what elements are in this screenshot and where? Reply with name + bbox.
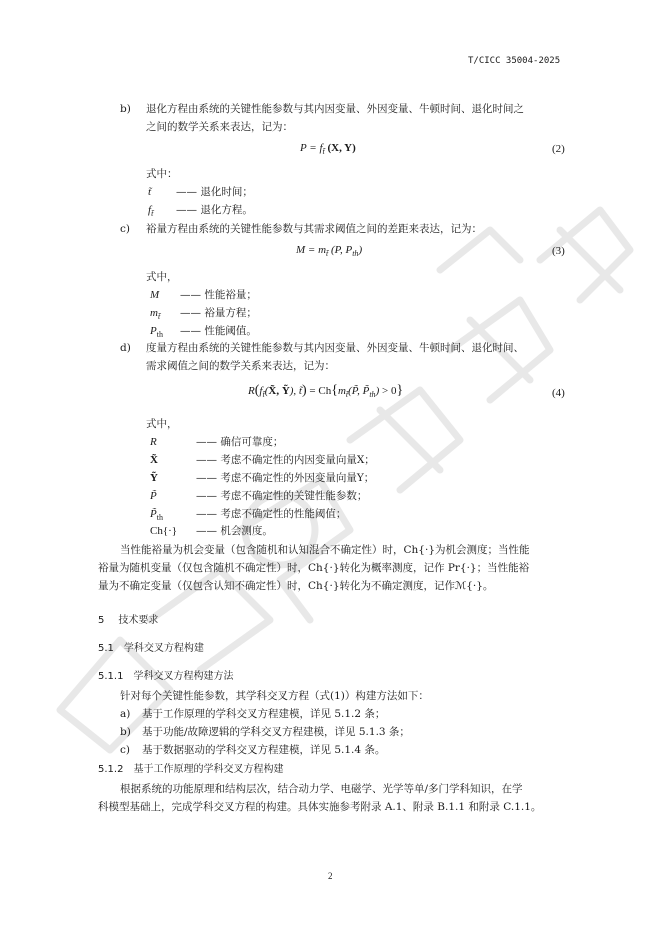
equation-4: $R(f_{t̃}(X̃$, Ỹ), t̃) = $Ch\{m_{t̃}(P̃$, $P̃_{th}) > 0$} — [248, 383, 404, 400]
def-c-sym-1: $m_{t̃}$ — [150, 307, 161, 322]
equation-2 — [300, 141, 356, 158]
item-d-where: 式中， — [146, 418, 178, 430]
item-d-line1: 度量方程由系统的关键性能参数与其内因变量、外因变量、牛顿时间、退化时间、 — [146, 342, 524, 354]
item-c-line1: 裕量方程由系统的关键性能参数与其需求阈值之间的差距来表达，记为： — [146, 223, 482, 235]
section-5-1-heading: 5.1 学科交叉方程构建 — [98, 643, 204, 654]
paragraph-line3: 量为不确定变量（仅包含认知不确定性）时，Ch{·}转化为不确定测度，记作ℳ{·}。 — [98, 580, 494, 592]
def-c-sym-0: M — [150, 289, 160, 301]
eq2-lhs: P = f — [300, 142, 323, 154]
paragraph-line1: 当性能裕量为机会变量（包含随机和认知混合不确定性）时，Ch{·}为机会测度；当性能 — [120, 544, 530, 556]
item-c-where: 式中， — [146, 271, 178, 283]
def-d-sym-2: Ỹ — [150, 472, 158, 484]
item-b-where: 式中： — [146, 168, 178, 180]
def-b-sym-1: $f_{t̃}$ — [148, 204, 154, 219]
list-a-text: 基于工作原理的学科交叉方程建模，详见 5.1.2 条； — [142, 708, 386, 720]
eq2-args: (X, Y) — [327, 142, 356, 154]
equation-3-number: (3) — [552, 245, 565, 257]
def-d-sym-4: $P̃_{th}$ — [150, 508, 163, 523]
item-d-line2: 需求阈值之间的数学关系来表达，记为： — [146, 360, 335, 372]
def-c-desc-0: —— 性能裕量； — [180, 289, 257, 301]
def-d-sym-1: X̃ — [150, 454, 158, 466]
section-5-heading: 5 技术要求 — [98, 615, 159, 626]
def-d-desc-4: —— 考虑不确定性的性能阈值； — [196, 508, 347, 520]
list-a-label: a) — [120, 708, 131, 720]
def-b-desc-0: —— 退化时间； — [176, 186, 253, 198]
def-d-desc-2: —— 考虑不确定性的外因变量向量Y； — [196, 472, 375, 484]
document-id: T/CICC 35004-2025 — [468, 56, 561, 66]
item-b-label: b) — [120, 103, 131, 115]
equation-2-number: (2) — [552, 143, 565, 155]
def-d-sym-3: P̃ — [150, 490, 157, 502]
eq2-sub: t̃ — [322, 147, 325, 157]
section-5-1-2-line2: 科模型基础上，完成学科交叉方程的构建。具体实施参考附录 A.1、附录 B.1.1 和附录 C.1.1。 — [98, 801, 542, 813]
item-b-line1: 退化方程由系统的关键性能参数与其内因变量、外因变量、牛顿时间、退化时间之 — [146, 103, 524, 115]
def-d-sym-0: R — [150, 436, 157, 448]
def-d-desc-3: —— 考虑不确定性的关键性能参数； — [196, 490, 368, 502]
paragraph-line2: 裕量为随机变量（仅包含随机不确定性）时，Ch{·}转化为概率测度，记作 Pr{·}；当性能裕 — [98, 562, 530, 574]
section-5-1-2-heading: 5.1.2 基于工作原理的学科交叉方程构建 — [98, 764, 284, 775]
item-d-label: d) — [120, 342, 131, 354]
def-c-desc-2: —— 性能阈值。 — [180, 325, 257, 337]
def-d-sym-5: Ch{·} — [150, 525, 178, 537]
equation-3: $M = m_{t̃}$ (P, $P_{th}$) — [296, 244, 363, 259]
def-b-sym-0: t̃ — [148, 186, 152, 198]
page-number: 2 — [328, 871, 333, 881]
def-d-desc-1: —— 考虑不确定性的内因变量向量X； — [196, 454, 375, 466]
item-b-line2: 之间的数学关系来表达，记为： — [146, 121, 293, 133]
list-c-text: 基于数据驱动的学科交叉方程建模，详见 5.1.4 条。 — [142, 744, 386, 756]
section-5-1-1-heading: 5.1.1 学科交叉方程构建方法 — [98, 671, 234, 682]
def-b-desc-1: —— 退化方程。 — [176, 204, 253, 216]
def-c-desc-1: —— 裕量方程； — [180, 307, 257, 319]
section-5-1-2-line1: 根据系统的功能原理和结构层次，结合动力学、电磁学、光学等单/多门学科知识，在学 — [120, 783, 523, 795]
equation-4-number: (4) — [552, 387, 565, 399]
list-b-text: 基于功能/故障逻辑的学科交叉方程建模，详见 5.1.3 条； — [142, 726, 410, 738]
section-5-1-1-intro: 针对每个关键性能参数，其学科交叉方程（式(1)）构建方法如下： — [120, 690, 429, 702]
list-c-label: c) — [120, 744, 130, 756]
def-d-desc-5: —— 机会测度。 — [196, 525, 273, 537]
def-d-desc-0: —— 确信可靠度； — [196, 436, 284, 448]
list-b-label: b) — [120, 726, 131, 738]
item-c-label: c) — [120, 223, 130, 235]
def-c-sym-2: $P_{th}$ — [150, 325, 163, 340]
